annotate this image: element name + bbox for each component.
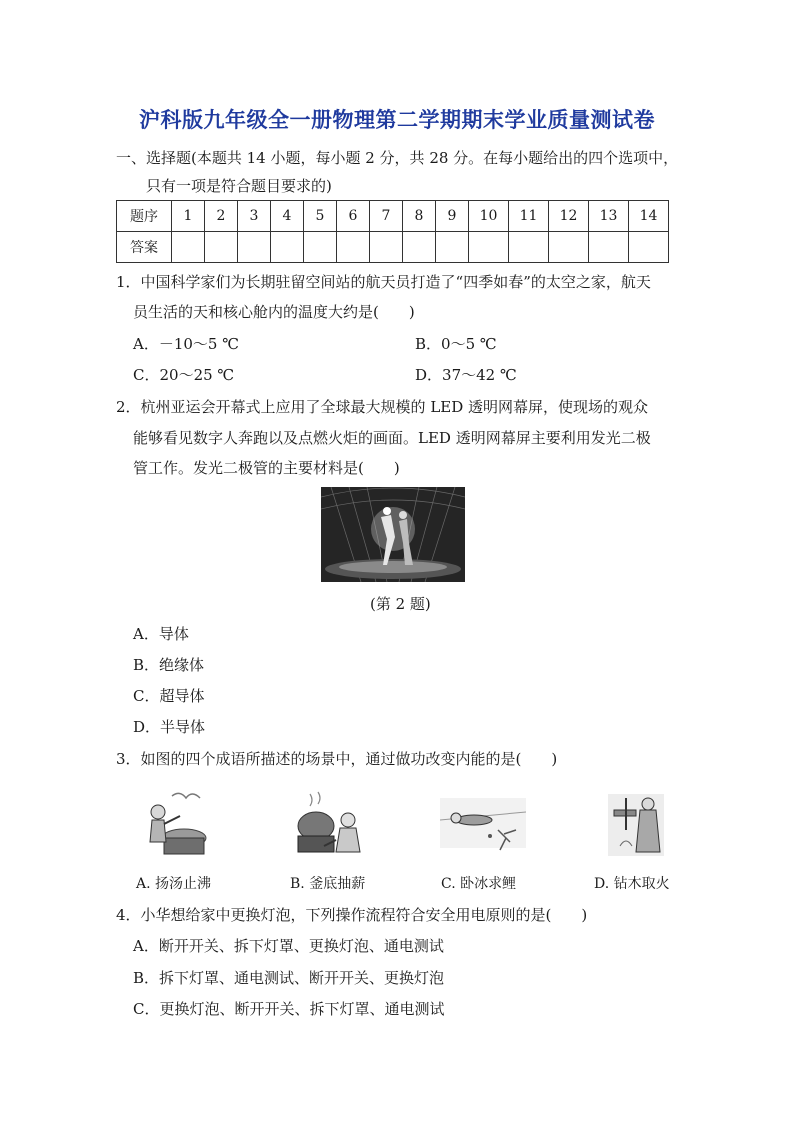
answer-cell[interactable] <box>629 232 669 263</box>
q1-stem-line-2: 员生活的天和核心舱内的温度大约是( ) <box>133 303 415 321</box>
q4-option-b: B．拆下灯罩、通电测试、断开开关、更换灯泡 <box>133 969 445 987</box>
q1-stem-line-1: 1．中国科学家们为长期驻留空间站的航天员打造了“四季如春”的太空之家，航天 <box>116 273 651 291</box>
page-title: 沪科版九年级全一册物理第二学期期末学业质量测试卷 <box>139 108 655 132</box>
q3-illustration-a <box>136 790 222 860</box>
table-number-8: 8 <box>403 201 436 232</box>
q2-stem-line-2: 能够看见数字人奔跑以及点燃火炬的画面。LED 透明网幕屏主要利用发光二极 <box>133 429 651 447</box>
table-number-9: 9 <box>436 201 469 232</box>
answer-cell[interactable] <box>172 232 205 263</box>
section-instructions-line-2: 只有一项是符合题目要求的) <box>146 177 332 195</box>
q3-stem: 3．如图的四个成语所描述的场景中，通过做功改变内能的是( ) <box>116 750 558 768</box>
q2-option-c: C．超导体 <box>133 687 205 705</box>
answer-cell[interactable] <box>589 232 629 263</box>
q4-option-a: A．断开开关、拆下灯罩、更换灯泡、通电测试 <box>133 937 444 955</box>
answer-cell[interactable] <box>436 232 469 263</box>
q2-option-d: D．半导体 <box>133 718 206 736</box>
table-number-12: 12 <box>549 201 589 232</box>
table-number-5: 5 <box>304 201 337 232</box>
table-header-label: 题序 <box>117 201 172 232</box>
q1-option-c: C．20～25 ℃ <box>133 366 235 384</box>
answer-cell[interactable] <box>403 232 436 263</box>
table-number-6: 6 <box>337 201 370 232</box>
q3-illustration-b <box>288 790 374 860</box>
q3-illustration-c <box>440 790 526 860</box>
table-number-10: 10 <box>469 201 509 232</box>
answer-cell[interactable] <box>238 232 271 263</box>
q1-option-b: B．0～5 ℃ <box>415 335 497 353</box>
table-answer-label: 答案 <box>117 232 172 263</box>
q2-stem-line-1: 2．杭州亚运会开幕式上应用了全球最大规模的 LED 透明网幕屏，使现场的观众 <box>116 398 649 416</box>
table-number-11: 11 <box>509 201 549 232</box>
q2-option-b: B．绝缘体 <box>133 656 205 674</box>
table-number-7: 7 <box>370 201 403 232</box>
table-number-1: 1 <box>172 201 205 232</box>
table-number-4: 4 <box>271 201 304 232</box>
q3-caption-a: A. 扬汤止沸 <box>136 876 212 892</box>
answer-table-answer-row <box>117 232 669 263</box>
led-stage-photo <box>321 487 465 582</box>
table-number-3: 3 <box>238 201 271 232</box>
q3-illustration-d <box>596 790 682 860</box>
q2-option-a: A．导体 <box>133 625 189 643</box>
q1-option-d: D．37～42 ℃ <box>415 366 517 384</box>
answer-table <box>116 200 669 263</box>
table-number-2: 2 <box>205 201 238 232</box>
answer-cell[interactable] <box>205 232 238 263</box>
section-instructions-line-1: 一、选择题(本题共 14 小题，每小题 2 分，共 28 分。在每小题给出的四个选项中， <box>116 149 679 167</box>
q4-option-c: C．更换灯泡、断开开关、拆下灯罩、通电测试 <box>133 1000 445 1018</box>
table-number-13: 13 <box>589 201 629 232</box>
answer-cell[interactable] <box>549 232 589 263</box>
q2-figure-caption: (第 2 题) <box>370 595 431 613</box>
q1-option-a: A．－10～5 ℃ <box>133 335 240 353</box>
q2-stem-line-3: 管工作。发光二极管的主要材料是( ) <box>133 459 400 477</box>
answer-cell[interactable] <box>509 232 549 263</box>
answer-cell[interactable] <box>337 232 370 263</box>
q4-stem: 4．小华想给家中更换灯泡，下列操作流程符合安全用电原则的是( ) <box>116 906 588 924</box>
answer-cell[interactable] <box>370 232 403 263</box>
q3-caption-c: C. 卧冰求鲤 <box>441 876 517 892</box>
answer-cell[interactable] <box>271 232 304 263</box>
answer-cell[interactable] <box>304 232 337 263</box>
table-number-14: 14 <box>629 201 669 232</box>
answer-cell[interactable] <box>469 232 509 263</box>
q3-caption-d: D. 钻木取火 <box>594 876 670 892</box>
answer-table-header-row <box>117 201 669 232</box>
q3-caption-b: B. 釜底抽薪 <box>290 876 366 892</box>
